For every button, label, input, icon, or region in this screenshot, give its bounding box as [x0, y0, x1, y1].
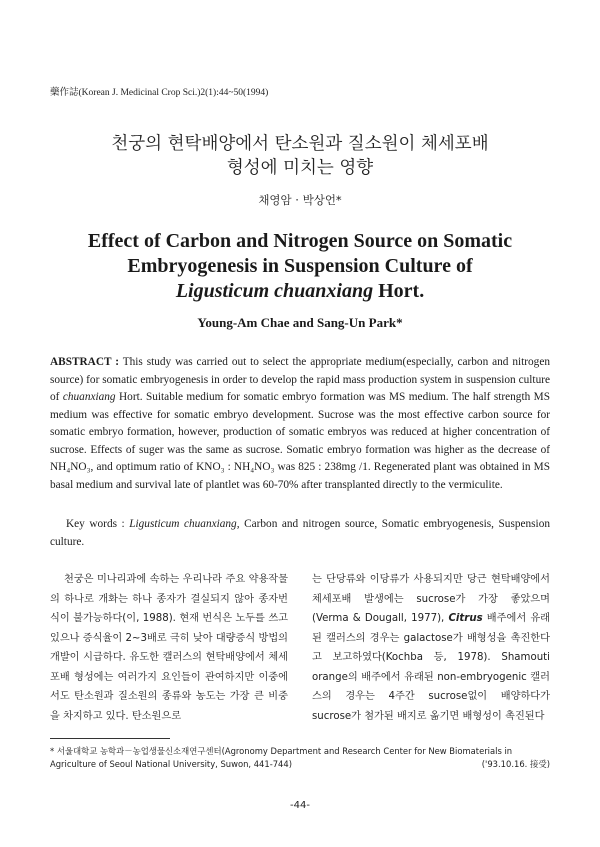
body-right-text-1: 는 단당류와 이당류가 사용되지만 당근 현탁배양에서 체세포배 발생에는 sucrose가 가장 좋았으며 (Verma & Dougall, 1977),	[312, 574, 550, 624]
abstract-species: chuanxiang	[62, 391, 116, 403]
footnote	[50, 745, 550, 770]
korean-authors: 채영암 · 박상언*	[258, 193, 342, 207]
korean-title	[0, 132, 600, 180]
body-right-citrus: Citrus	[448, 613, 483, 624]
english-title-line-3	[0, 279, 600, 304]
journal-header: 藥作誌(Korean J. Medicinal Crop Sci.)2(1):44~50(1994)	[50, 88, 269, 98]
keywords-label: Key words :	[66, 518, 130, 530]
english-authors: Young-Am Chae and Sang-Un Park*	[197, 315, 403, 330]
footnote-date: ('93.10.16. 接受)	[481, 758, 550, 769]
english-title-species: Ligusticum chuanxiang	[175, 280, 374, 302]
english-title-line-1: Effect of Carbon and Nitrogen Source on Somatic	[87, 230, 513, 252]
keywords-text: Carbon and nitrogen source, Somatic embryogenesis, Suspension culture.	[50, 518, 550, 548]
abstract	[50, 354, 550, 494]
keywords-species: Ligusticum chuanxiang,	[129, 518, 240, 530]
body-right-text-2: 배주에서 유래된 캘러스의 경우는 galactose가 배형성을 촉진한다고 보고하였다(Kochba 등, 1978). Shamouti orange의 배주에서 유래된 non-embryogenic 캘러스의 경우는 4주간 sucrose없이 배양하다가 sucrose가 첨가된 배지로 옮기면 배형성이 촉진된다	[312, 613, 550, 722]
body-left-column: 천궁은 미나리과에 속하는 우리나라 주요 약용작물의 하나로 개화는 하나 종자가 결실되지 않아 종자번식이 불가능하다(이, 1988). 현재 번식은 노두를 쓰고 있으나 증식율이 2~3배로 극히 낮아 대량증식 방법의 개발이 시급하다. 유도한 캘러스의 현탁배양에서 체세포배 형성에는 여러가지 요인들이 관여하지만 이중에서도 탄소원과 질소원의 종류와 농도는 가장 큰 비중을 차지하고 있다. 탄소원으로	[50, 574, 288, 722]
footnote-text: * 서울대학교 농학과－농업생물신소재연구센터(Agronomy Department and Research Center for New Biomaterials in Agriculture of Seoul National University, Suwon, 441-744)	[50, 746, 513, 769]
abstract-text-1: This study was carried out to select the appropriate medium(especially, carbon and nitrogen source) for somatic embryogenesis in order to develop the rapid mass production system in suspension culture of	[50, 356, 550, 403]
body-right-column	[312, 570, 550, 726]
english-title	[0, 229, 600, 304]
korean-title-line-2: 형성에 미치는 영향	[226, 158, 374, 178]
abstract-label: ABSTRACT :	[50, 356, 119, 368]
footnote-divider	[50, 738, 170, 739]
page-number: -44-	[290, 800, 310, 811]
keywords	[50, 516, 550, 551]
abstract-text-2: Hort. Suitable medium for somatic embryo formation was MS medium. The half strength MS medium was effective for somatic embryo development. Sucrose was the most effective carbon source for somatic embryo formation, however, production of somatic embryos was reduced at higher concentration of sucrose. Effects of suger was the same as sucrose. Somatic embryo formation was higher as the decrease of NH₄NO₃, and optimum ratio of KNO₃ : NH₄NO₃ was 825 : 238mg /1. Regenerated plant was obtained in MS basal medium and survival late of plantlet was 60-70% after transplanted directly to the vermiculite.	[50, 391, 550, 491]
english-title-line-2: Embryogenesis in Suspension Culture of	[127, 255, 473, 277]
english-title-tail: Hort.	[373, 280, 425, 302]
korean-title-line-1: 천궁의 현탁배양에서 탄소원과 질소원이 체세포배	[111, 134, 489, 154]
